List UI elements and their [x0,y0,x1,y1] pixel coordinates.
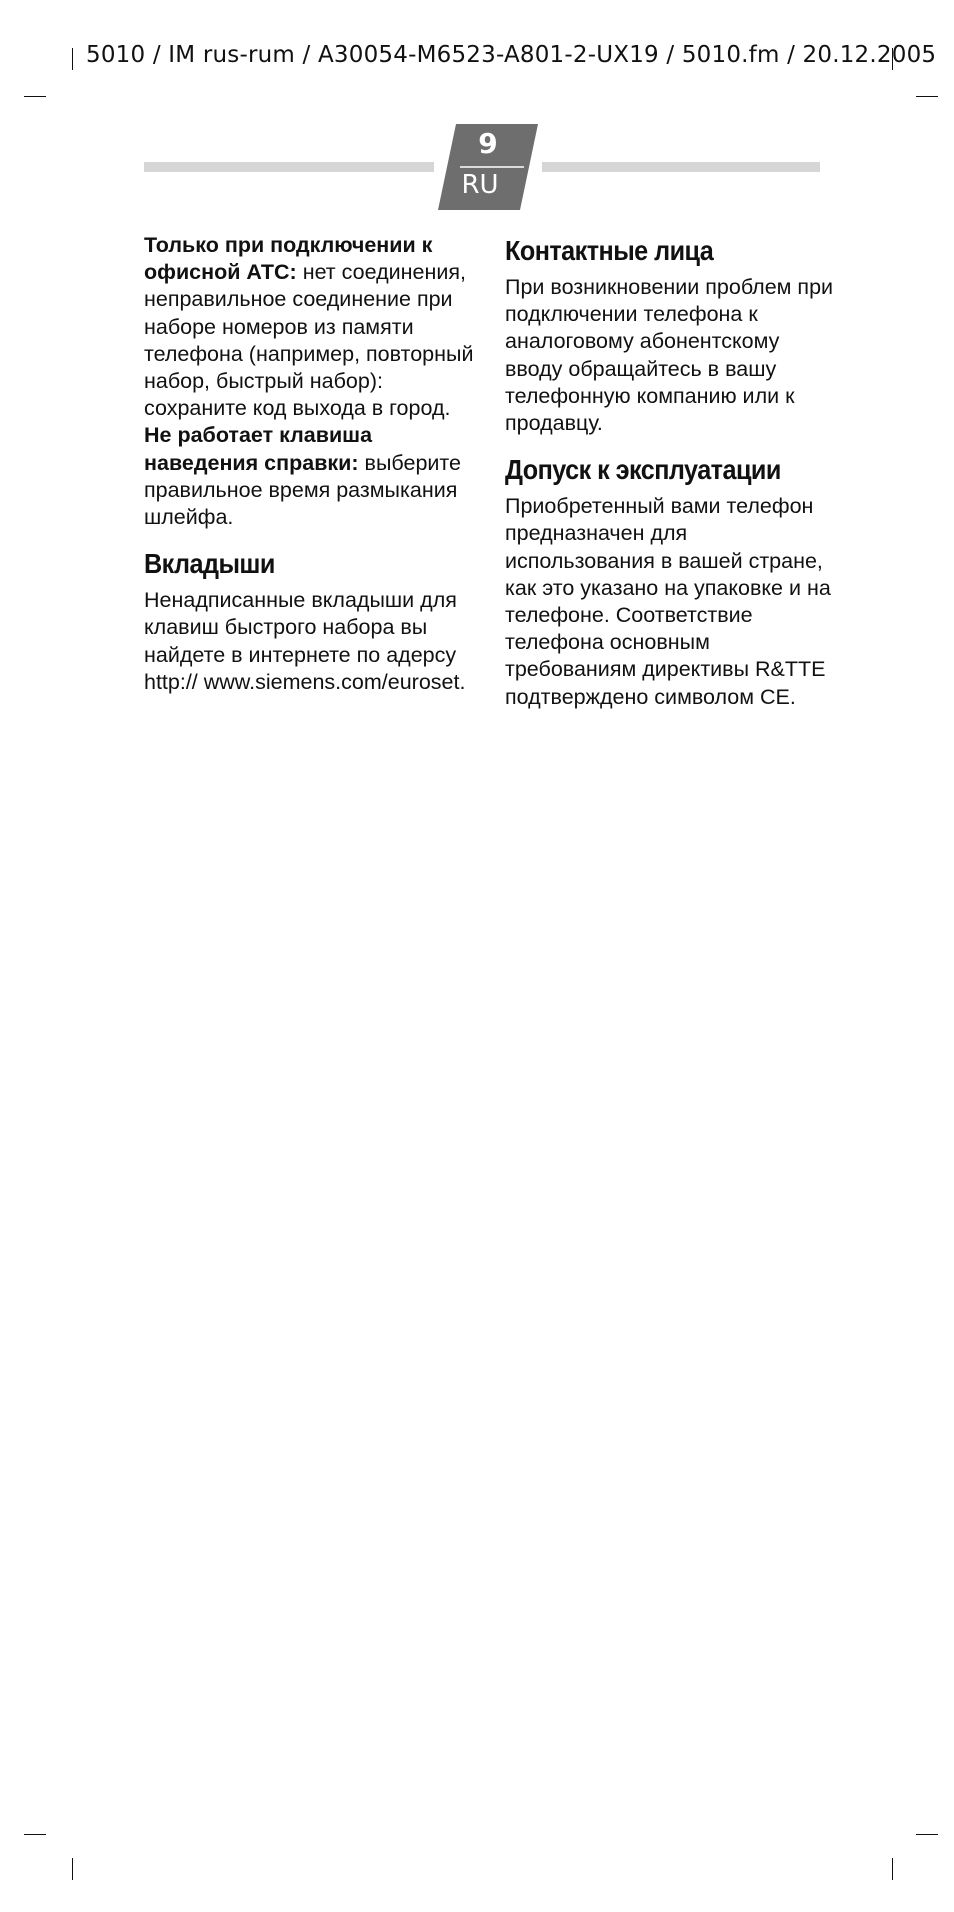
pbx-paragraph-text: нет соединения, неправильное соединение при наборе номеров из памяти телефона (например, повторный набор, быстрый набор): сохраните код выхода в город. [144,260,474,421]
file-info-header: 5010 / IM rus-rum / A30054-M6523-A801-2-UX19 / 5010.fm / 20.12.2005 [86,42,937,68]
approval-heading: Допуск к эксплуатации [505,454,781,486]
crop-mark-top-right-horizontal [916,96,938,97]
language-code: RU [461,170,499,200]
header-rule-right [542,162,820,172]
crop-mark-bottom-right-vertical [892,1858,893,1880]
contacts-paragraph: При возникновении проблем при подключении телефона к аналоговому абонентскому вводу обращайтесь в вашу телефонную компанию или к продавцу. [505,275,834,436]
contacts-heading: Контактные лица [505,235,714,266]
approval-paragraph: Приобретенный вами телефон предназначен для использования в вашей стране, как это указано на упаковке и на телефоне. Соответствие телефона основным требованиям директивы R&TTE подтверждено символом CE. [505,494,831,709]
inserts-paragraph: Ненадписанные вкладыши для клавиш быстрого набора вы найдете в интернете по адерсу http:// www.siemens.com/euroset. [144,588,466,694]
page-number-badge [438,124,538,210]
inquiry-key-paragraph-text: выберите правильное время размыкания шлейфа. [144,450,461,530]
crop-mark-top-left-horizontal [24,96,46,97]
crop-mark-bottom-left-horizontal [24,1834,46,1835]
inquiry-key-paragraph [144,422,474,531]
right-column [505,234,835,711]
pbx-paragraph [144,232,474,422]
crop-mark-top-left-vertical [72,48,73,70]
crop-mark-bottom-left-vertical [72,1858,73,1880]
header-rule-left [144,162,434,172]
left-column [144,232,474,696]
page-number: 9 [478,127,498,160]
inserts-heading: Вкладыши [144,548,275,580]
inquiry-key-paragraph-lead: Не работает клавиша наведения справки: [144,423,373,475]
pbx-paragraph-lead: Только при подключении к офисной АТС: [144,233,433,285]
crop-mark-bottom-right-horizontal [916,1834,938,1835]
